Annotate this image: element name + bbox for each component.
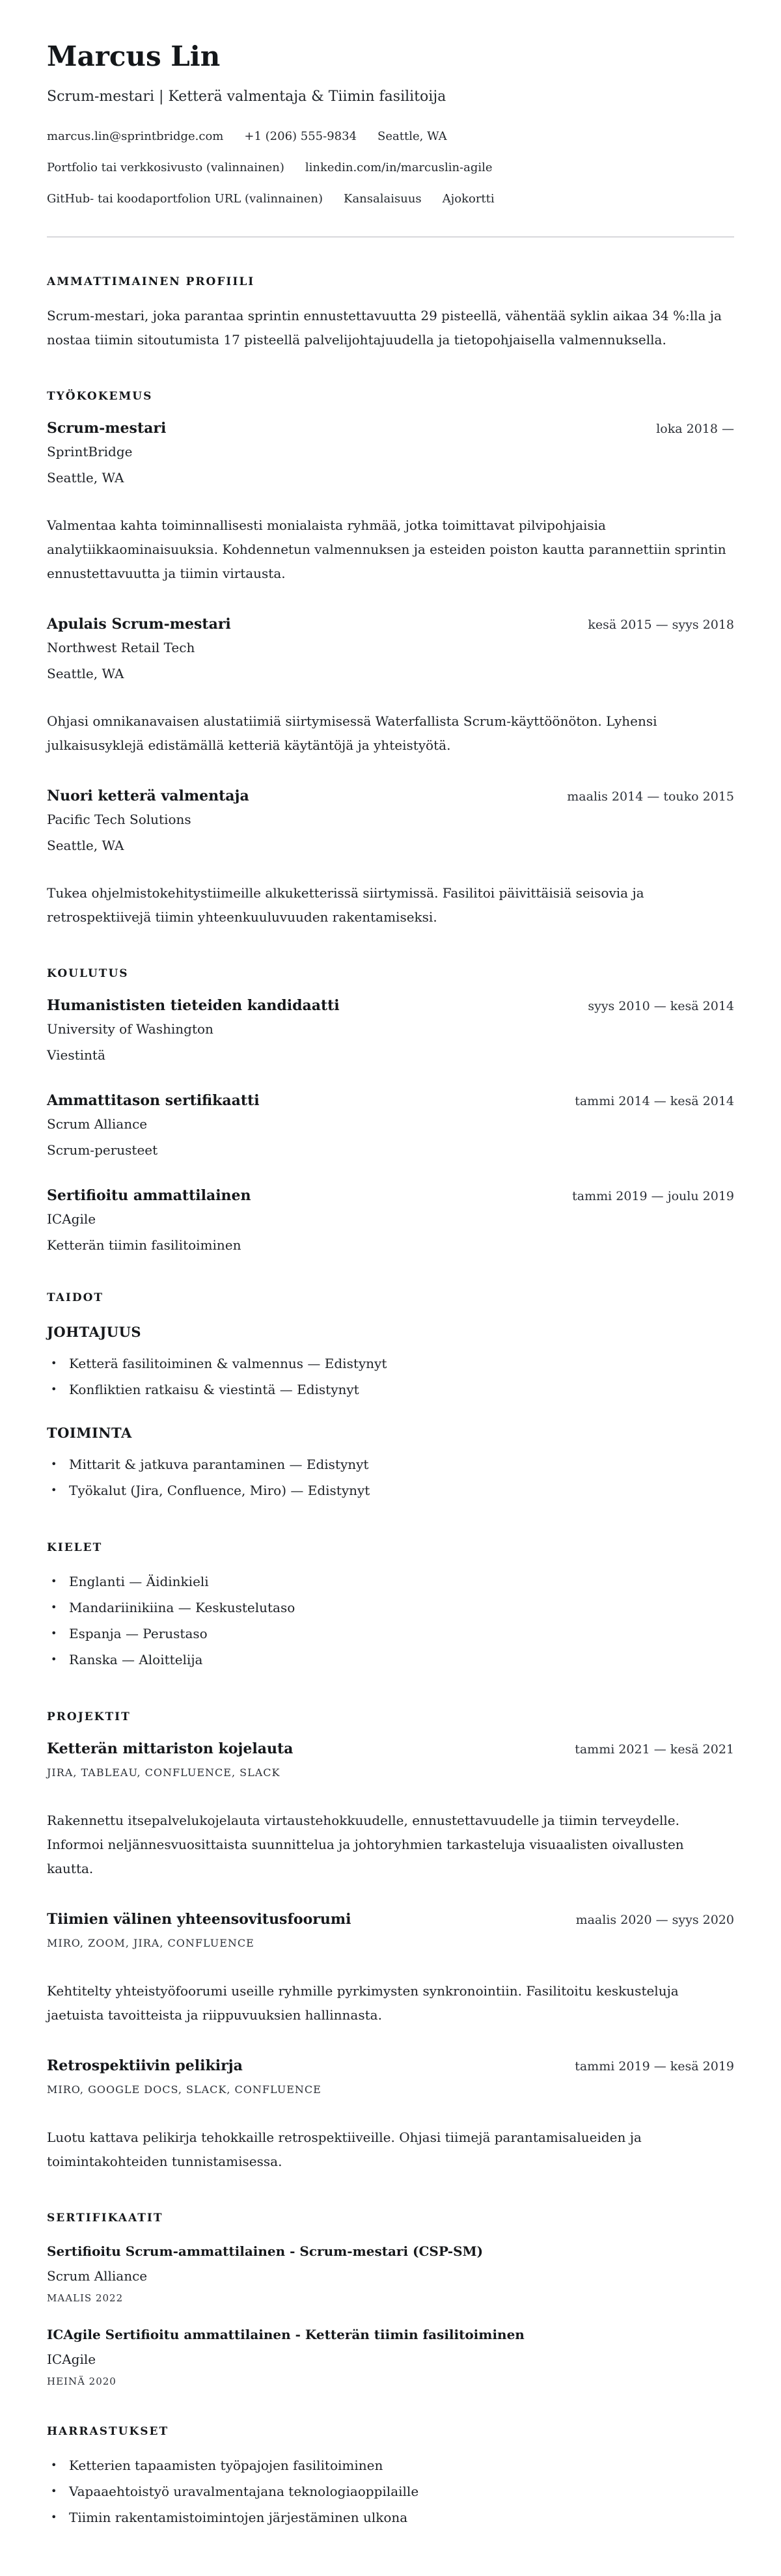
language-item-text: Englanti — Äidinkieli [69,1573,209,1589]
section-hobbies [47,2425,734,2530]
job-location: Seattle, WA [47,837,124,853]
certifications-heading: SERTIFIKAATIT [47,2211,163,2225]
skill-item [47,1377,734,1403]
language-item-text: Ranska — Aloittelija [69,1651,203,1667]
education-school: University of Washington [47,1021,213,1037]
education-entry [47,1187,734,1254]
bullet-icon: • [51,1356,57,1369]
contact-portfolio: Portfolio tai verkkosivusto (valinnainen) [47,160,284,174]
project-tech: MIRO, GOOGLE DOCS, SLACK, CONFLUENCE [47,2083,322,2096]
education-title-row [47,1092,734,1109]
education-field: Ketterän tiimin fasilitoiminen [47,1237,241,1253]
education-school: Scrum Alliance [47,1116,148,1132]
job-entry [47,420,734,586]
language-item [47,1595,734,1621]
project-description: Kehtitelty yhteistyöfoorumi useille ryhmille pyrkimysten synkronointiin. Fasilitoitu keskusteluja jaetuista tavoitteista ja riippuvuuksien hallinnasta. [47,1982,679,2023]
certification-entry [47,2243,734,2304]
certification-issuer: Scrum Alliance [47,2268,148,2284]
bullet-icon: • [51,1626,57,1639]
education-degree: Ammattitason sertifikaatti [47,1091,260,1109]
project-dates: tammi 2019 — kesä 2019 [575,2059,734,2074]
skill-group-operations [47,1425,734,1503]
candidate-name: Marcus Lin [47,40,221,72]
job-title: Apulais Scrum-mestari [47,615,231,633]
job-company: Pacific Tech Solutions [47,811,191,827]
project-name: Tiimien välinen yhteensovitusfoorumi [47,1910,351,1928]
contact-email: marcus.lin@sprintbridge.com [47,129,224,143]
languages-heading: KIELET [47,1541,103,1554]
section-education [47,967,734,1254]
bullet-icon: • [51,2484,57,2497]
skill-item-text: Työkalut (Jira, Confluence, Miro) — Edistynyt [69,1482,370,1498]
contact-github: GitHub- tai koodaportfolion URL (valinnainen) [47,191,323,206]
job-title: Scrum-mestari [47,419,167,437]
project-title-row [47,2057,734,2074]
hobbies-heading: HARRASTUKSET [47,2424,169,2438]
hobby-item [47,2478,734,2504]
language-item [47,1647,734,1673]
certification-name: ICAgile Sertifioitu ammattilainen - Ketterän tiimin fasilitoiminen [47,2326,525,2342]
education-title-row [47,997,734,1014]
section-experience [47,390,734,929]
skill-item [47,1477,734,1503]
certification-issuer: ICAgile [47,2351,96,2367]
language-item-text: Espanja — Perustaso [69,1625,208,1641]
bullet-icon: • [51,1652,57,1665]
contact-row-2 [47,161,734,175]
resume-header [47,42,734,206]
certification-date: MAALIS 2022 [47,2292,124,2304]
language-item-text: Mandariinikiina — Keskustelutaso [69,1599,295,1615]
hobby-item [47,2452,734,2478]
skill-group-title: JOHTAJUUS [47,1323,142,1340]
hobby-item-text: Vapaaehtoistyö uravalmentajana teknologiaoppilaille [69,2483,419,2499]
hobby-list [47,2452,734,2530]
education-dates: tammi 2019 — joulu 2019 [572,1188,734,1203]
profile-heading: AMMATTIMAINEN PROFIILI [47,275,255,288]
skill-item [47,1451,734,1477]
project-description: Luotu kattava pelikirja tehokkaille retrospektiiveille. Ohjasi tiimejä parantamisalueiden ja toimintakohteiden tunnistamisessa. [47,2129,642,2169]
project-dates: tammi 2021 — kesä 2021 [575,1742,734,1757]
education-school: ICAgile [47,1211,96,1227]
header-divider [47,236,734,238]
job-entry [47,616,734,758]
section-skills [47,1291,734,1503]
education-title-row [47,1187,734,1204]
job-title-row [47,788,734,804]
skill-list [47,1350,734,1403]
bullet-icon: • [51,1600,57,1613]
section-profile [47,275,734,352]
language-list [47,1569,734,1673]
certification-name: Sertifioitu Scrum-ammattilainen - Scrum-mestari (CSP-SM) [47,2243,484,2259]
project-tech: JIRA, TABLEAU, CONFLUENCE, SLACK [47,1766,281,1779]
certification-date: HEINÄ 2020 [47,2375,116,2387]
job-dates: kesä 2015 — syys 2018 [588,617,734,632]
skill-item-text: Konfliktien ratkaisu & viestintä — Edistynyt [69,1381,359,1397]
project-entry [47,1911,734,2027]
contact-row-1 [47,130,734,144]
project-title-row [47,1740,734,1757]
job-description: Tukea ohjelmistokehitystiimeille alkuketterissä siirtymissä. Fasilitoi päivittäisiä seisovia ja retrospektiivejä tiimin yhteenkuuluvuuden rakentamiseksi. [47,884,644,925]
education-field: Scrum-perusteet [47,1142,158,1158]
bullet-icon: • [51,1382,57,1395]
bullet-icon: • [51,1483,57,1496]
project-entry [47,1740,734,1881]
contact-phone: +1 (206) 555-9834 [244,129,357,143]
skill-item [47,1350,734,1377]
contact-row-3 [47,192,734,206]
education-degree: Humanististen tieteiden kandidaatti [47,996,340,1014]
job-company: SprintBridge [47,443,133,459]
language-item [47,1569,734,1595]
education-dates: syys 2010 — kesä 2014 [588,998,734,1013]
hobby-item [47,2504,734,2530]
job-title: Nuori ketterä valmentaja [47,787,249,804]
job-description: Ohjasi omnikanavaisen alustatiimiä siirtymisessä Waterfallista Scrum-käyttöönöton. Lyhensi julkaisusyklejä edistämällä ketteriä käytäntöjä ja yhteistyötä. [47,713,657,753]
skill-group-leadership [47,1324,734,1403]
section-certifications [47,2212,734,2387]
skill-list [47,1451,734,1503]
education-field: Viestintä [47,1047,105,1063]
project-dates: maalis 2020 — syys 2020 [575,1912,734,1927]
job-location: Seattle, WA [47,665,124,681]
contact-linkedin: linkedin.com/in/marcuslin-agile [305,160,493,174]
job-dates: maalis 2014 — touko 2015 [567,789,734,804]
contact-location: Seattle, WA [377,129,447,143]
education-heading: KOULUTUS [47,966,129,980]
education-degree: Sertifioitu ammattilainen [47,1186,251,1204]
certification-entry [47,2326,734,2387]
job-description: Valmentaa kahta toiminnallisesti monialaista ryhmää, jotka toimittavat pilvipohjaisia analytiikkaominaisuuksia. Kohdennetun valmennuksen ja esteiden poiston kautta parannettiin sprintin ennustettavuutta ja tiimin virtausta. [47,517,726,581]
job-location: Seattle, WA [47,469,124,486]
education-entry [47,1092,734,1158]
job-entry [47,788,734,929]
hobby-item-text: Tiimin rakentamistoimintojen järjestäminen ulkona [69,2509,408,2525]
profile-summary: Scrum-mestari, joka parantaa sprintin ennustettavuutta 29 pisteellä, vähentää syklin aikaa 34 %:lla ja nostaa tiimin sitoutumista 17 pisteellä palvelijohtajuudella ja tietopohjaisella valmennuksella. [47,307,722,348]
section-languages [47,1541,734,1673]
project-entry [47,2057,734,2174]
education-entry [47,997,734,1063]
skills-heading: TAIDOT [47,1291,104,1304]
bullet-icon: • [51,1457,57,1470]
bullet-icon: • [51,1574,57,1587]
job-title-row [47,420,734,437]
projects-heading: PROJEKTIT [47,1710,131,1723]
job-company: Northwest Retail Tech [47,639,195,655]
section-projects [47,1710,734,2174]
education-dates: tammi 2014 — kesä 2014 [575,1093,734,1108]
project-title-row [47,1911,734,1928]
contact-citizenship: Kansalaisuus [344,191,422,206]
job-dates: loka 2018 — [656,421,734,436]
bullet-icon: • [51,2458,57,2471]
project-tech: MIRO, ZOOM, JIRA, CONFLUENCE [47,1936,254,1949]
project-description: Rakennettu itsepalvelukojelauta virtaustehokkuudelle, ennustettavuudelle ja tiimin terveydelle. Informoi neljännesvuosittaista suunnittelua ja johtoryhmien tarkasteluja visuaalisten oivallusten kautta. [47,1812,684,1876]
project-name: Retrospektiivin pelikirja [47,2057,243,2074]
language-item [47,1621,734,1647]
skill-group-title: TOIMINTA [47,1424,132,1441]
hobby-item-text: Ketterien tapaamisten työpajojen fasilitoiminen [69,2457,383,2473]
project-name: Ketterän mittariston kojelauta [47,1740,294,1757]
contact-driving-license: Ajokortti [442,191,495,206]
job-title-row [47,616,734,633]
experience-heading: TYÖKOKEMUS [47,389,153,403]
candidate-title: Scrum-mestari | Ketterä valmentaja & Tiimin fasilitoija [47,89,446,105]
skill-item-text: Ketterä fasilitoiminen & valmennus — Edistynyt [69,1355,387,1371]
bullet-icon: • [51,2510,57,2523]
skill-item-text: Mittarit & jatkuva parantaminen — Edistynyt [69,1456,369,1472]
